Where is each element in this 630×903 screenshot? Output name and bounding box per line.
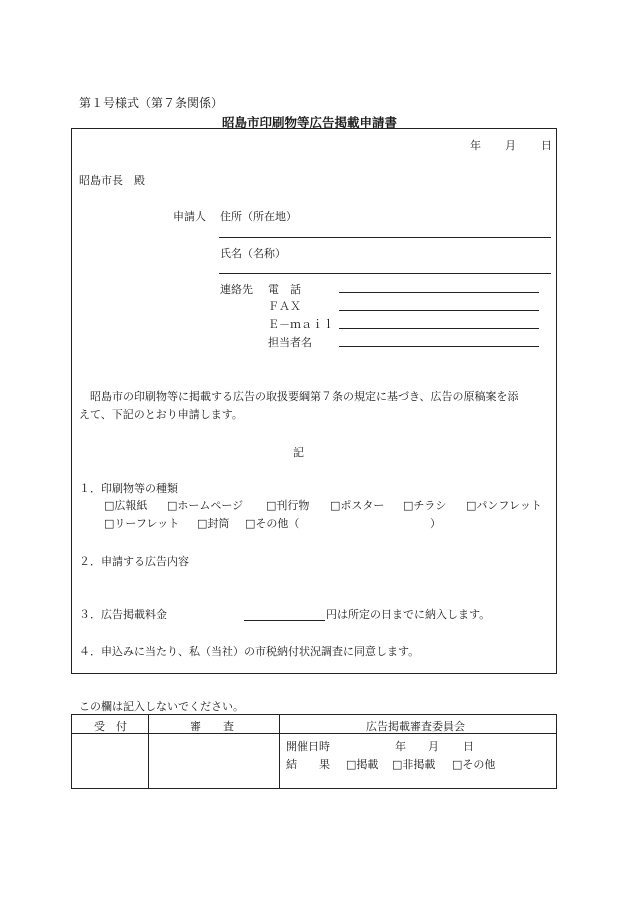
result-option-other[interactable]: □その他 bbox=[452, 758, 496, 771]
contact-label: 連絡先 bbox=[220, 283, 253, 296]
col-review: 審 査 bbox=[190, 720, 234, 733]
option-pamphlet[interactable]: □パンフレット bbox=[466, 499, 542, 512]
ki-heading: 記 bbox=[293, 446, 304, 459]
office-table-col-divider-1 bbox=[148, 714, 149, 789]
option-leaflet[interactable]: □リーフレット bbox=[104, 517, 180, 530]
person-field-line[interactable] bbox=[339, 346, 539, 347]
body-line-1: 昭島市の印刷物等に掲載する広告の取扱要綱第７条の規定に基づき、広告の原稿案を添 bbox=[90, 390, 519, 403]
option-other[interactable]: □その他（ bbox=[245, 517, 300, 530]
option-poster[interactable]: □ポスター bbox=[330, 499, 385, 512]
option-koho[interactable]: □広報紙 bbox=[104, 499, 148, 512]
address-label: 住所（所在地） bbox=[220, 210, 297, 223]
col-committee: 広告掲載審査委員会 bbox=[366, 720, 465, 733]
meeting-date-label: 開催日時 bbox=[286, 740, 330, 753]
date-year: 年 bbox=[470, 139, 481, 152]
phone-label: 電 話 bbox=[268, 283, 301, 296]
form-number: 第１号様式（第７条関係） bbox=[79, 96, 224, 110]
email-field-line[interactable] bbox=[339, 328, 539, 329]
date-day: 日 bbox=[541, 139, 552, 152]
result-label: 結 果 bbox=[286, 758, 330, 771]
email-label: Ｅ－ｍａｉｌ bbox=[268, 318, 334, 331]
result-option-publish[interactable]: □掲載 bbox=[346, 758, 379, 771]
date-month: 月 bbox=[505, 139, 516, 152]
meeting-day: 日 bbox=[463, 740, 474, 753]
item2-title: ２．申請する広告内容 bbox=[79, 555, 189, 568]
body-line-2: えて、下記のとおり申請します。 bbox=[79, 408, 243, 421]
office-use-note: この欄は記入しないでください。 bbox=[79, 700, 244, 713]
meeting-month: 月 bbox=[428, 740, 439, 753]
option-other-close: ） bbox=[430, 517, 441, 530]
page-title: 昭島市印刷物等広告掲載申請書 bbox=[222, 115, 398, 130]
option-envelope[interactable]: □封筒 bbox=[197, 517, 230, 530]
office-table-col-divider-2 bbox=[279, 714, 280, 789]
addressee: 昭島市長 殿 bbox=[79, 174, 145, 187]
option-flyer[interactable]: □チラシ bbox=[403, 499, 447, 512]
item3-title: ３．広告掲載料金 bbox=[79, 608, 167, 621]
person-label: 担当者名 bbox=[268, 336, 312, 349]
name-label: 氏名（名称） bbox=[220, 247, 286, 260]
option-publication[interactable]: □刊行物 bbox=[266, 499, 310, 512]
address-field-line[interactable] bbox=[219, 237, 551, 238]
fax-label: ＦＡＸ bbox=[268, 300, 301, 313]
phone-field-line[interactable] bbox=[339, 292, 539, 293]
fee-field-line[interactable] bbox=[244, 620, 325, 621]
applicant-label: 申請人 bbox=[173, 210, 206, 223]
result-option-reject[interactable]: □非掲載 bbox=[392, 758, 436, 771]
fax-field-line[interactable] bbox=[339, 310, 539, 311]
item4-title: ４．申込みに当たり、私（当社）の市税納付状況調査に同意します。 bbox=[79, 645, 420, 658]
item1-title: １．印刷物等の種類 bbox=[79, 482, 178, 495]
name-field-line[interactable] bbox=[219, 273, 551, 274]
item3-suffix: 円は所定の日までに納入します。 bbox=[326, 608, 491, 621]
option-homepage[interactable]: □ホームページ bbox=[167, 499, 244, 512]
meeting-year: 年 bbox=[395, 740, 406, 753]
col-receipt: 受 付 bbox=[94, 720, 127, 733]
office-table-header-divider bbox=[71, 733, 557, 734]
